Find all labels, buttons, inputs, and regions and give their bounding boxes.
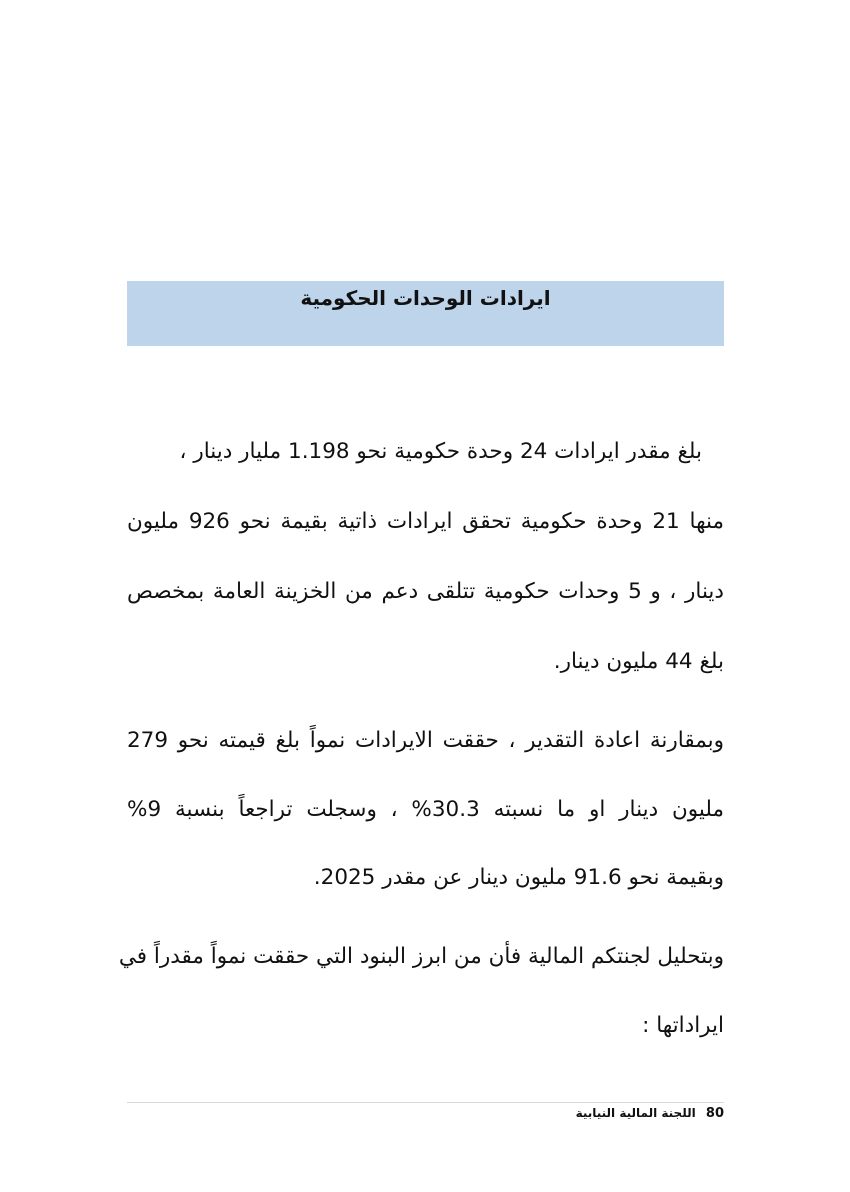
footer-label: اللجنة المالية النيابية bbox=[575, 1106, 696, 1120]
page-title: ايرادات الوحدات الحكومية bbox=[300, 286, 551, 310]
paragraph-line: وبمقارنة اعادة التقدير ، حققت الايرادات نمواً بلغ قيمته نحو 279 bbox=[127, 728, 724, 753]
paragraph-line: بلغ 44 مليون دينار. bbox=[553, 649, 724, 674]
paragraph-line: وبقيمة نحو 91.6 مليون دينار عن مقدر 2025. bbox=[313, 865, 724, 890]
page-footer bbox=[127, 1105, 724, 1122]
paragraph-line: دينار ، و 5 وحدات حكومية تتلقى دعم من الخزينة العامة بمخصص bbox=[127, 579, 724, 604]
footer-divider bbox=[127, 1102, 724, 1103]
paragraph-line: منها 21 وحدة حكومية تحقق ايرادات ذاتية بقيمة نحو 926 مليون bbox=[127, 509, 724, 534]
paragraph-line: بلغ مقدر ايرادات 24 وحدة حكومية نحو 1.198 مليار دينار ، bbox=[179, 439, 702, 464]
title-band bbox=[127, 281, 724, 346]
page-number: 80 bbox=[705, 1106, 724, 1121]
paragraph-line: ايراداتها : bbox=[642, 1013, 724, 1038]
paragraph-line: مليون دينار او ما نسبته 30.3% ، وسجلت تراجعاً بنسبة 9% bbox=[127, 797, 724, 822]
paragraph-line: وبتحليل لجنتكم المالية فأن من ابرز البنود التي حققت نمواً مقدراً في bbox=[118, 944, 724, 969]
